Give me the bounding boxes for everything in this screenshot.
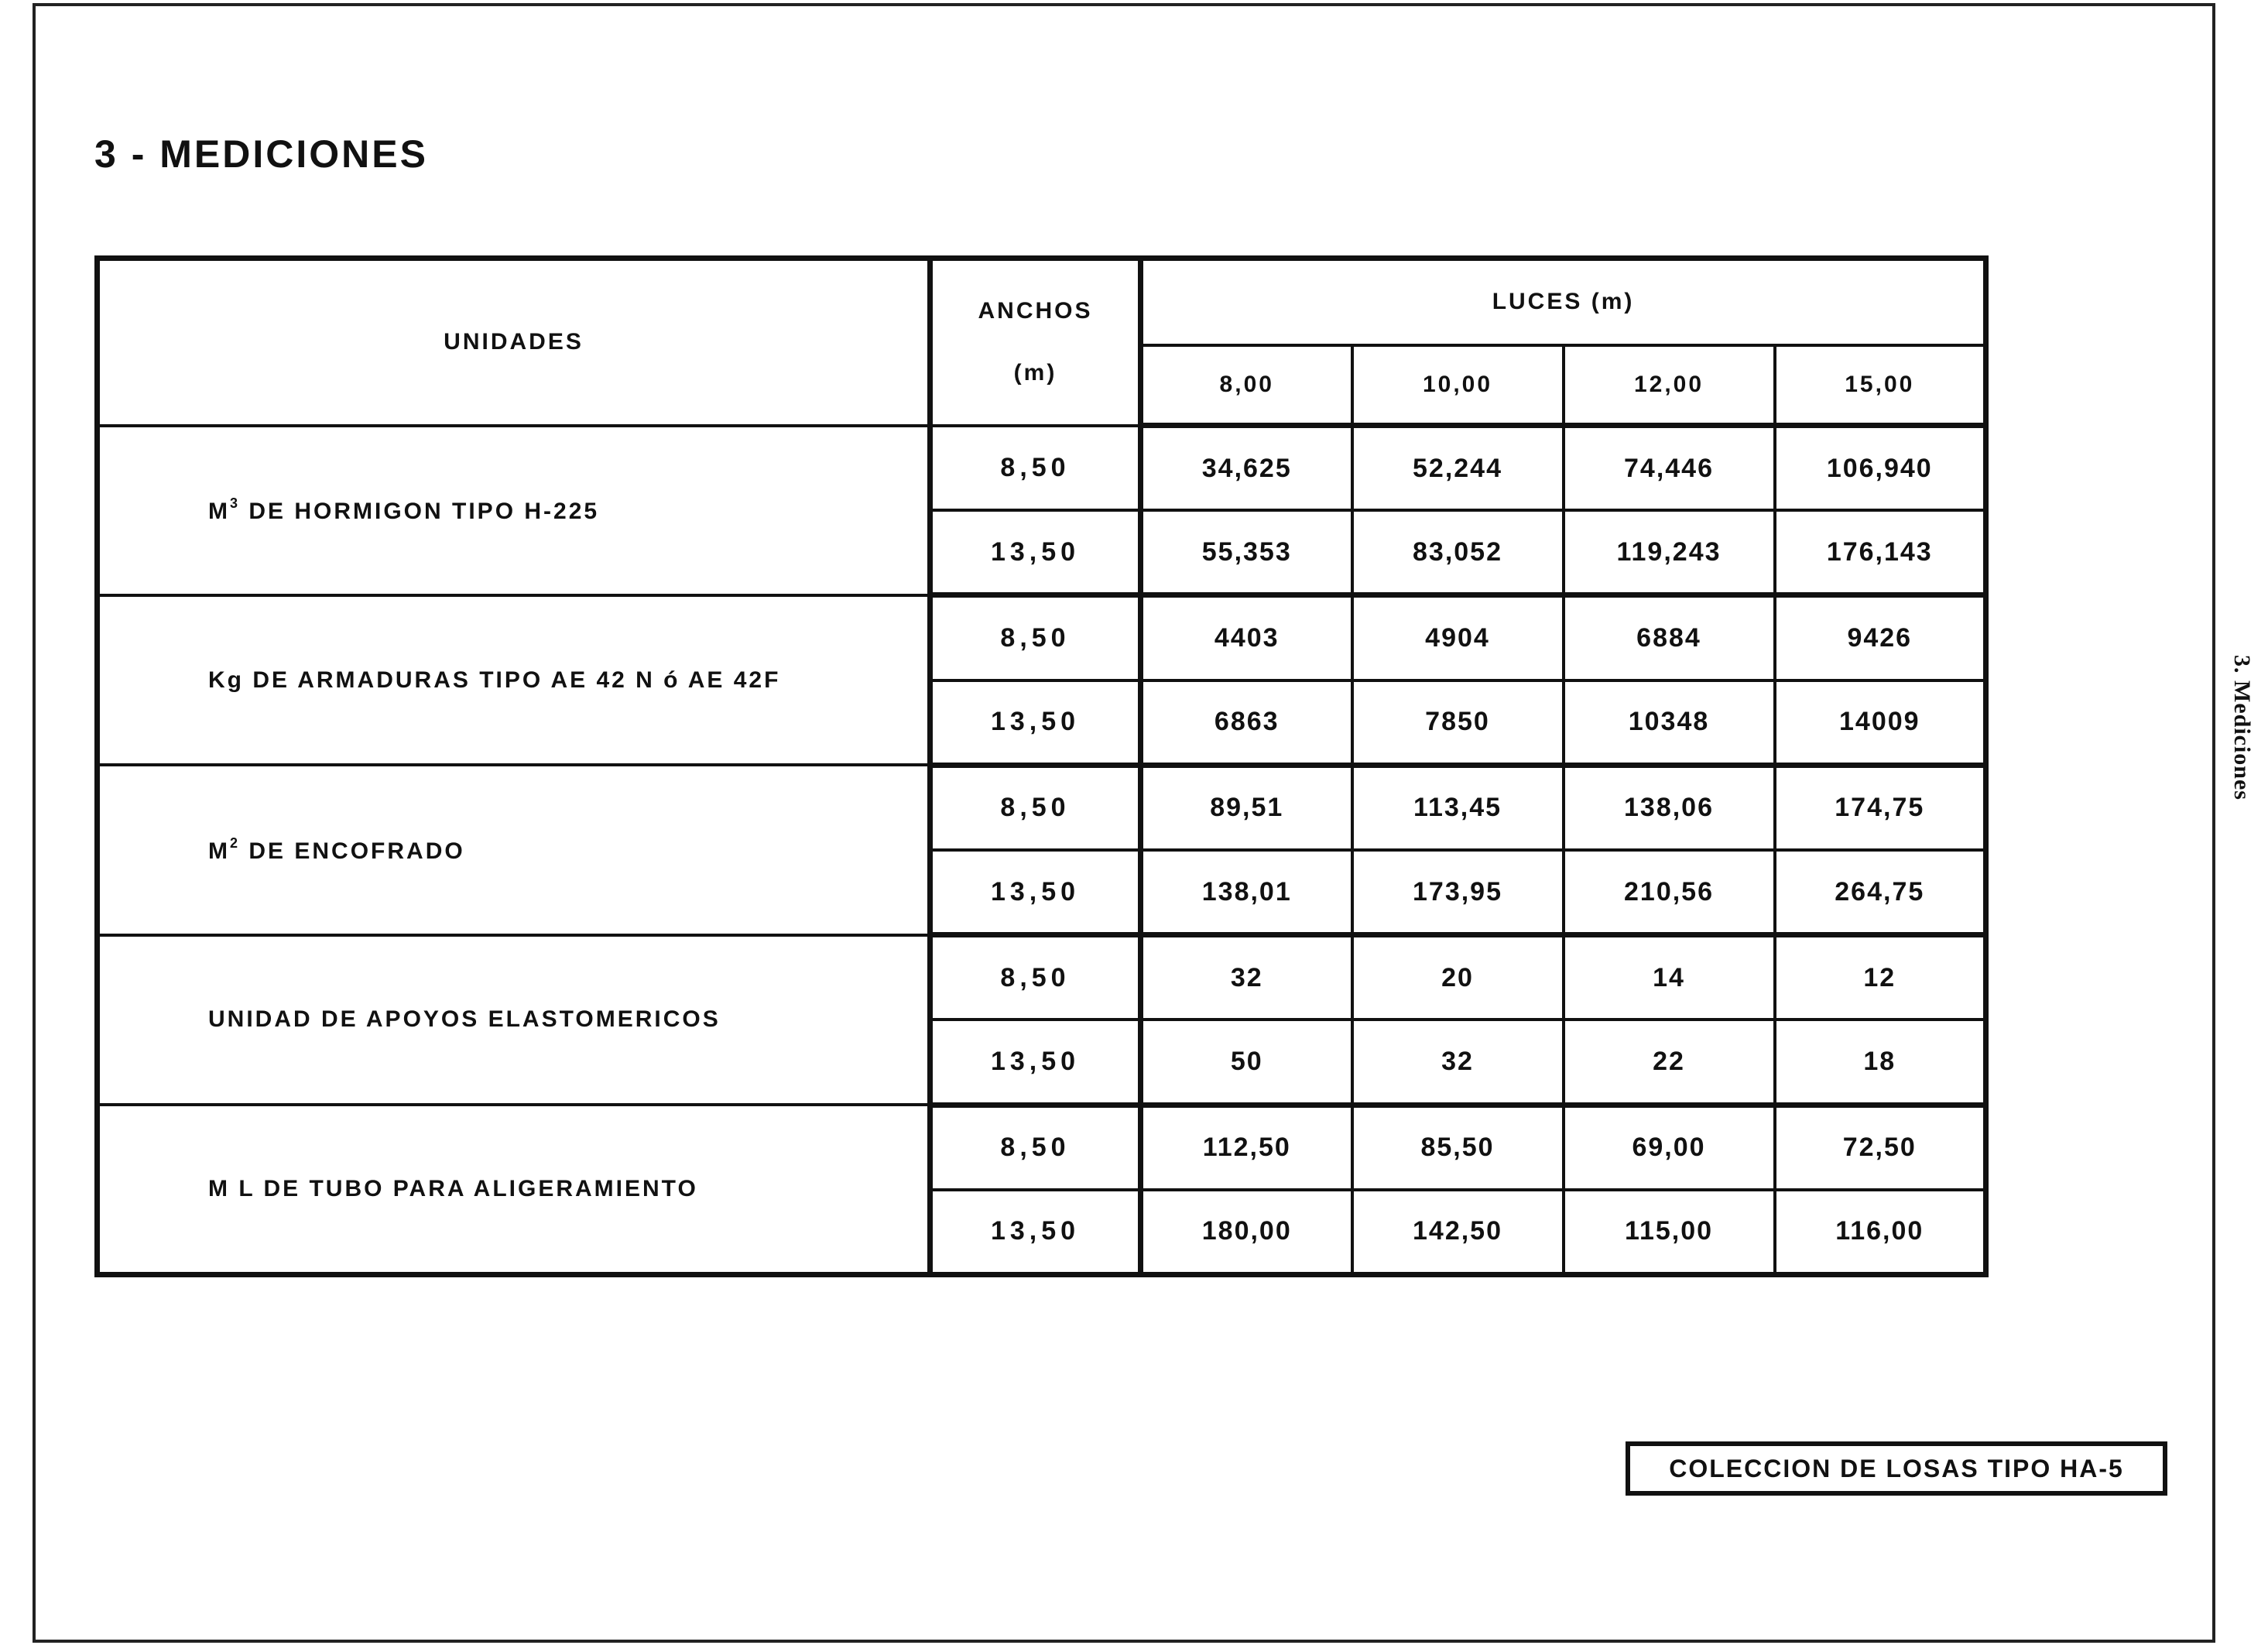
table-row <box>98 935 1986 1020</box>
value-cell: 106,940 <box>1775 426 1986 511</box>
value-cell: 264,75 <box>1775 850 1986 935</box>
value-cell: 22 <box>1564 1020 1775 1105</box>
value-cell: 4403 <box>1141 595 1352 680</box>
unit-label-hormigon: $M^3$ DE HORMIGON TIPO H-225 <box>98 426 930 595</box>
value-cell: 113,45 <box>1352 765 1564 850</box>
header-luces: LUCES (m) <box>1141 259 1986 345</box>
value-cell: 10348 <box>1564 680 1775 766</box>
value-cell: 83,052 <box>1352 510 1564 595</box>
unit-label-apoyos: UNIDAD DE APOYOS ELASTOMERICOS <box>98 935 930 1105</box>
value-cell: 176,143 <box>1775 510 1986 595</box>
value-cell: 89,51 <box>1141 765 1352 850</box>
value-cell: 72,50 <box>1775 1105 1986 1190</box>
ancho-cell: 8,50 <box>930 765 1141 850</box>
value-cell: 210,56 <box>1564 850 1775 935</box>
value-cell: 69,00 <box>1564 1105 1775 1190</box>
value-cell: 180,00 <box>1141 1190 1352 1275</box>
ancho-cell: 8,50 <box>930 1105 1141 1190</box>
value-cell: 116,00 <box>1775 1190 1986 1275</box>
ancho-cell: 13,50 <box>930 850 1141 935</box>
value-cell: 174,75 <box>1775 765 1986 850</box>
value-cell: 20 <box>1352 935 1564 1020</box>
value-cell: 142,50 <box>1352 1190 1564 1275</box>
table-row <box>98 426 1986 511</box>
value-cell: 173,95 <box>1352 850 1564 935</box>
value-cell: 18 <box>1775 1020 1986 1105</box>
ancho-cell: 13,50 <box>930 1020 1141 1105</box>
header-luz-10: 10,00 <box>1352 345 1564 426</box>
header-unidades: UNIDADES <box>98 259 930 426</box>
value-cell: 138,06 <box>1564 765 1775 850</box>
value-cell: 6884 <box>1564 595 1775 680</box>
value-cell: 32 <box>1352 1020 1564 1105</box>
ancho-cell: 8,50 <box>930 426 1141 511</box>
ancho-cell: 8,50 <box>930 935 1141 1020</box>
value-cell: 14 <box>1564 935 1775 1020</box>
value-cell: 50 <box>1141 1020 1352 1105</box>
page-title: 3 - MEDICIONES <box>94 132 428 176</box>
header-luz-12: 12,00 <box>1564 345 1775 426</box>
value-cell: 112,50 <box>1141 1105 1352 1190</box>
collection-stamp: COLECCION DE LOSAS TIPO HA-5 <box>1626 1441 2167 1496</box>
value-cell: 7850 <box>1352 680 1564 766</box>
table-row <box>98 765 1986 850</box>
value-cell: 85,50 <box>1352 1105 1564 1190</box>
header-luz-8: 8,00 <box>1141 345 1352 426</box>
value-cell: 14009 <box>1775 680 1986 766</box>
header-luz-15: 15,00 <box>1775 345 1986 426</box>
ancho-cell: 13,50 <box>930 680 1141 766</box>
ancho-cell: 13,50 <box>930 510 1141 595</box>
table-row <box>98 1105 1986 1190</box>
value-cell: 4904 <box>1352 595 1564 680</box>
unit-label-tubo: M L DE TUBO PARA ALIGERAMIENTO <box>98 1105 930 1275</box>
side-section-label: 3. Mediciones <box>2229 655 2255 800</box>
table-row <box>98 595 1986 680</box>
value-cell: 6863 <box>1141 680 1352 766</box>
value-cell: 119,243 <box>1564 510 1775 595</box>
header-anchos <box>930 259 1141 426</box>
value-cell: 55,353 <box>1141 510 1352 595</box>
value-cell: 9426 <box>1775 595 1986 680</box>
header-anchos-unit: (m) <box>1013 360 1057 386</box>
mediciones-table <box>94 255 1989 1277</box>
value-cell: 34,625 <box>1141 426 1352 511</box>
value-cell: 115,00 <box>1564 1190 1775 1275</box>
ancho-cell: 8,50 <box>930 595 1141 680</box>
value-cell: 32 <box>1141 935 1352 1020</box>
ancho-cell: 13,50 <box>930 1190 1141 1275</box>
value-cell: 52,244 <box>1352 426 1564 511</box>
header-anchos-label: ANCHOS <box>978 298 1093 324</box>
value-cell: 74,446 <box>1564 426 1775 511</box>
unit-label-armaduras: Kg DE ARMADURAS TIPO AE 42 N ó AE 42F <box>98 595 930 765</box>
value-cell: 138,01 <box>1141 850 1352 935</box>
value-cell: 12 <box>1775 935 1986 1020</box>
unit-label-encofrado: $M^2$ DE ENCOFRADO <box>98 765 930 934</box>
